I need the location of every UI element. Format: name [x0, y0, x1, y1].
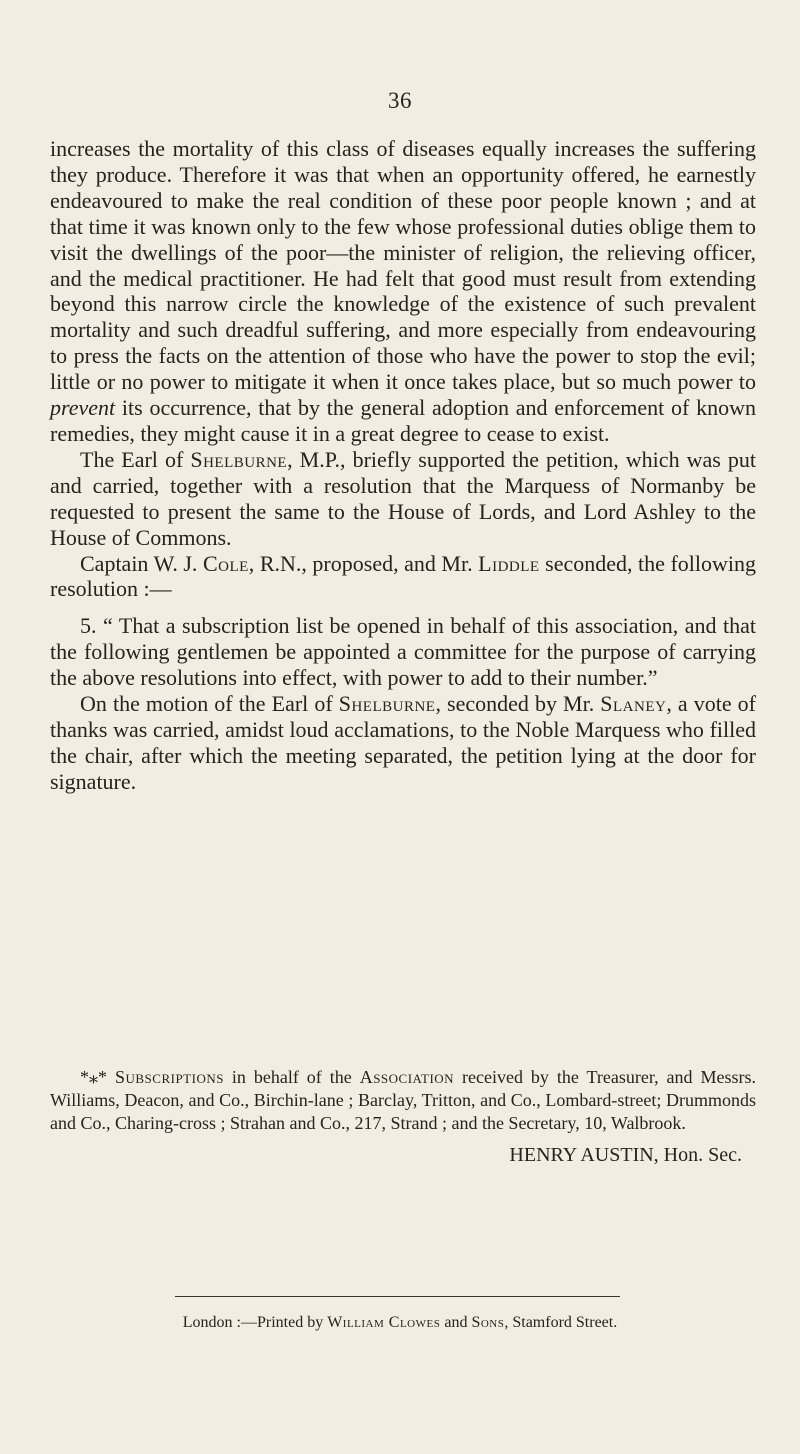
emphasis-prevent: prevent	[50, 395, 116, 421]
text-run: , M.P., briefly supported the petition, which was put and carried, together with a resolution that the Marquess of Normanby be requested to present the same to the House of Lords, and Lord Ashley to the House of Commons.	[50, 446, 757, 550]
paragraph-cole-liddle	[50, 551, 756, 603]
name-shelburne: Shelburne	[338, 691, 436, 717]
text-run: seconded, the following resolution :—	[50, 550, 756, 602]
text-run: On the motion of the Earl of	[80, 691, 339, 717]
text-run: London :—Printed by	[182, 1314, 328, 1331]
paragraph-mortality	[50, 136, 756, 447]
printer-sons: Sons	[471, 1314, 505, 1331]
subscriptions-note	[50, 1066, 756, 1167]
text-run: The Earl of	[80, 446, 191, 472]
divider-rule	[175, 1296, 620, 1297]
text-run: in behalf of the	[223, 1067, 360, 1087]
paragraph-vote-of-thanks	[50, 691, 756, 795]
association-label: Association	[359, 1067, 455, 1087]
text-run: Captain W. J.	[80, 550, 203, 576]
text-run: , R.N., proposed, and Mr.	[248, 550, 479, 576]
asterism: *⁎*	[80, 1067, 107, 1087]
text-run: and	[440, 1314, 472, 1331]
page-number: 36	[388, 88, 412, 113]
printer-imprint	[0, 1314, 800, 1332]
text-run: , Stamford Street.	[504, 1314, 618, 1331]
name-shelburne: Shelburne	[190, 446, 288, 472]
paragraph-text: increases the mortality of this class of diseases equally increases the suffering they produce. Therefore it was that when an opportunity offered, he earnestly endeavoured to make the real condition of these poor people known ; and at that time it was known only to the few whose professional duties oblige them to visit the dwellings of the poor—the minister of religion, the relieving officer, and the medical practitioner. He had felt that good must result from extending beyond this narrow circle the knowledge of the existence of such prevalent mortality and such dreadful suffering, and more especially from endeavouring to press the facts on the attention of those who have the power to stop the evil; little or no power to mitigate it when it once takes place, but so much power to	[50, 136, 756, 395]
name-liddle: Liddle	[478, 550, 540, 576]
name-slaney: Slaney	[600, 691, 667, 717]
printer-name: William Clowes	[327, 1314, 441, 1331]
paragraph-shelburne-petition	[50, 447, 756, 551]
paragraph-resolution-5: 5. “ That a subscription list be opened in behalf of this association, and that the following gentlemen be appointed a committee for the purpose of carrying the above resolutions into effect, with power to add to their number.”	[50, 613, 756, 691]
subscriptions-label: Subscriptions	[114, 1067, 224, 1087]
body-text	[50, 136, 756, 795]
name-cole: Cole	[202, 550, 249, 576]
subscriptions-paragraph	[50, 1066, 756, 1134]
text-run: , a vote of thanks was carried, amidst loud acclamations, to the Noble Marquess who filled the chair, after which the meeting separated, the petition lying at the door for signature.	[50, 691, 756, 794]
signature: HENRY AUSTIN, Hon. Sec.	[509, 1144, 742, 1167]
text-run: , seconded by Mr.	[435, 691, 601, 717]
text-run: received by the Treasurer, and Messrs. Williams, Deacon, and Co., Birchin-lane ; Barclay, Tritton, and Co., Lombard-street; Drummonds and Co., Charing-cross ; Strahan and Co., 217, Strand ; and the Secretary, 10, Walbrook.	[50, 1067, 756, 1133]
paragraph-text-end: its occurrence, that by the general adoption and enforcement of known remedies, they might cause it in a great degree to cease to exist.	[50, 395, 756, 446]
